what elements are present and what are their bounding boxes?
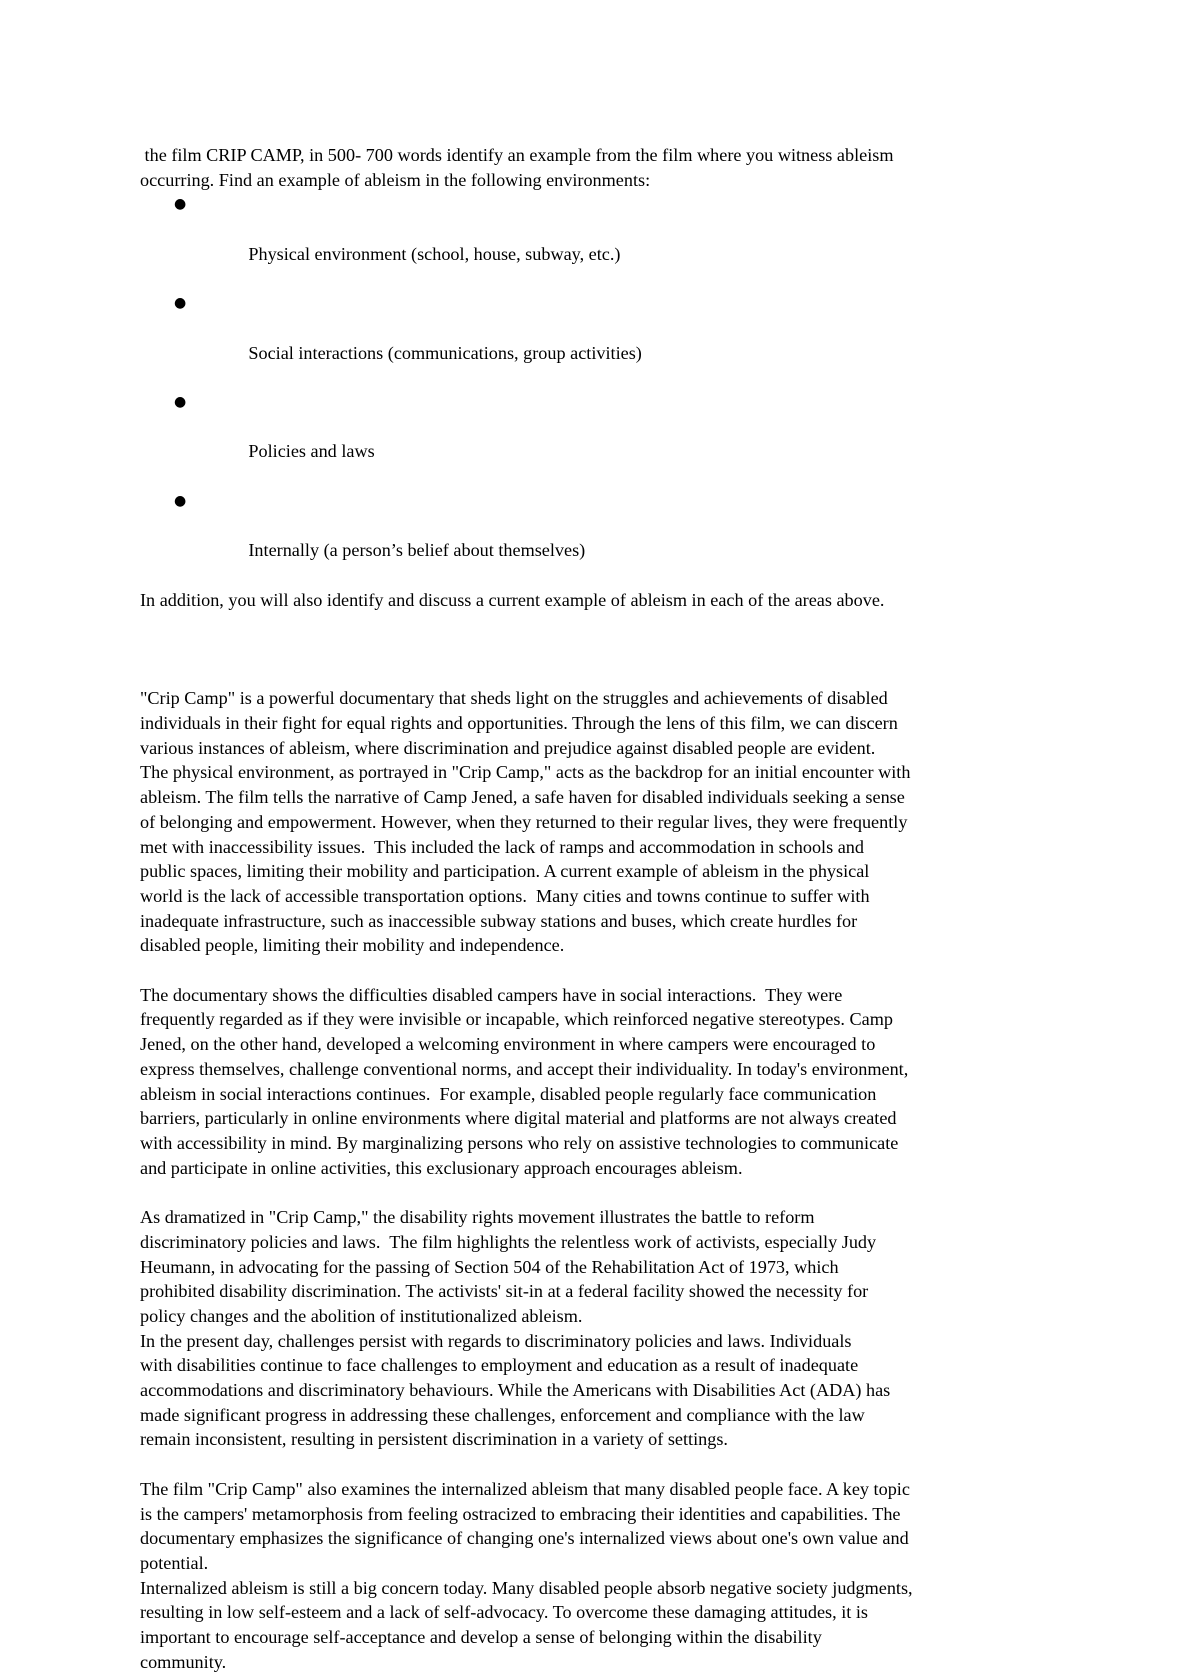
essay-line: Internalized ableism is still a big concern today. Many disabled people absorb negative society judgments, [140,1577,913,1598]
essay-paragraph-physical [140,686,1060,958]
essay-line: barriers, particularly in online environments where digital material and platforms are not always created [140,1108,897,1129]
essay-line: documentary emphasizes the significance of changing one's internalized views about one's own value and [140,1528,909,1549]
essay-line: various instances of ableism, where discrimination and prejudice against disabled people are evident. [140,737,876,758]
essay-paragraph-social [140,983,1060,1181]
spacer [140,1452,1060,1477]
essay-line: important to encourage self-acceptance and develop a sense of belonging within the disability [140,1627,822,1648]
bullet-icon: ● [174,492,187,509]
essay-line: frequently regarded as if they were invisible or incapable, which reinforced negative stereotypes. Camp [140,1009,893,1030]
essay-line: resulting in low self-esteem and a lack of self-advocacy. To overcome these damaging attitudes, it is [140,1602,869,1623]
essay-line: ableism. The film tells the narrative of Camp Jened, a safe haven for disabled individuals seeking a sense [140,787,905,808]
essay-line: As dramatized in "Crip Camp," the disability rights movement illustrates the battle to reform [140,1207,815,1228]
essay-line: with accessibility in mind. By marginalizing persons who rely on assistive technologies to communicate [140,1133,899,1153]
essay-line: potential. [140,1552,209,1573]
essay-line: ableism in social interactions continues. For example, disabled people regularly face communication [140,1083,877,1104]
bullet-icon: ● [174,295,187,312]
bullet-item-physical [140,192,1060,291]
essay-line: world is the lack of accessible transportation options. Many cities and towns continue to suffer with [140,885,870,906]
essay-line: Heumann, in advocating for the passing of Section 504 of the Rehabilitation Act of 1973, which [140,1256,839,1277]
essay-line: express themselves, challenge conventional norms, and accept their individuality. In today's environment, [140,1058,909,1079]
bullet-text: Social interactions (communications, group activities) [248,342,642,363]
essay-line: accommodations and discriminatory behaviours. While the Americans with Disabilities Act (ADA) has [140,1380,891,1401]
prompt-closing-line: In addition, you will also identify and discuss a current example of ableism in each of the areas above. [140,589,885,610]
essay-line: discriminatory policies and laws. The film highlights the relentless work of activists, especially Judy [140,1231,877,1252]
essay-line: remain inconsistent, resulting in persistent discrimination in a variety of settings. [140,1429,728,1450]
essay-line: disabled people, limiting their mobility and independence. [140,935,565,956]
prompt-line: occurring. Find an example of ableism in the following environments: [140,169,651,190]
essay-line: is the campers' metamorphosis from feeling ostracized to embracing their identities and capabilities. The [140,1503,901,1524]
spacer [140,612,1060,686]
essay-line: inadequate infrastructure, such as inaccessible subway stations and buses, which create hurdles for [140,910,858,931]
essay-line: of belonging and empowerment. However, when they returned to their regular lives, they were frequently [140,811,908,832]
essay-line: The film "Crip Camp" also examines the internalized ableism that many disabled people face. A key topic [140,1478,910,1499]
essay-line: Jened, on the other hand, developed a welcoming environment in where campers were encouraged to [140,1034,876,1055]
document-page [140,143,1060,1674]
essay-line: The documentary shows the difficulties disabled campers have in social interactions. They were [140,984,843,1005]
bullet-text: Physical environment (school, house, subway, etc.) [248,243,621,264]
bullet-icon: ● [174,394,187,411]
bullet-item-internally [140,489,1060,588]
assignment-prompt [140,143,1060,612]
environment-bullet-list [140,192,1060,587]
essay-line: policy changes and the abolition of institutionalized ableism. [140,1305,583,1326]
bullet-item-social [140,291,1060,390]
bullet-icon: ● [174,196,187,213]
essay-line: met with inaccessibility issues. This included the lack of ramps and accommodation in schools and [140,836,864,857]
essay-line: public spaces, limiting their mobility and participation. A current example of ableism in the physical [140,861,870,882]
essay-line: prohibited disability discrimination. The activists' sit-in at a federal facility showed the necessity for [140,1281,869,1302]
essay-line: individuals in their fight for equal rights and opportunities. Through the lens of this film, we can discern [140,713,898,734]
essay-line: and participate in online activities, this exclusionary approach encourages ableism. [140,1157,743,1178]
essay-line: with disabilities continue to face challenges to employment and education as a result of inadequate [140,1355,859,1376]
bullet-item-policies [140,390,1060,489]
spacer [140,958,1060,983]
essay-line: community. [140,1651,227,1672]
essay-line: "Crip Camp" is a powerful documentary that sheds light on the struggles and achievements of disabled [140,688,888,709]
essay-paragraph-internalized [140,1477,1060,1674]
essay-paragraph-policies [140,1205,1060,1452]
essay-line: The physical environment, as portrayed in "Crip Camp," acts as the backdrop for an initial encounter with [140,762,911,783]
spacer [140,1180,1060,1205]
bullet-text: Internally (a person’s belief about themselves) [248,540,586,561]
prompt-line: the film CRIP CAMP, in 500- 700 words identify an example from the film where you witness ableism [140,145,894,165]
bullet-text: Policies and laws [248,441,375,462]
essay-line: made significant progress in addressing these challenges, enforcement and compliance with the law [140,1404,865,1425]
essay-line: In the present day, challenges persist with regards to discriminatory policies and laws. Individuals [140,1330,852,1351]
